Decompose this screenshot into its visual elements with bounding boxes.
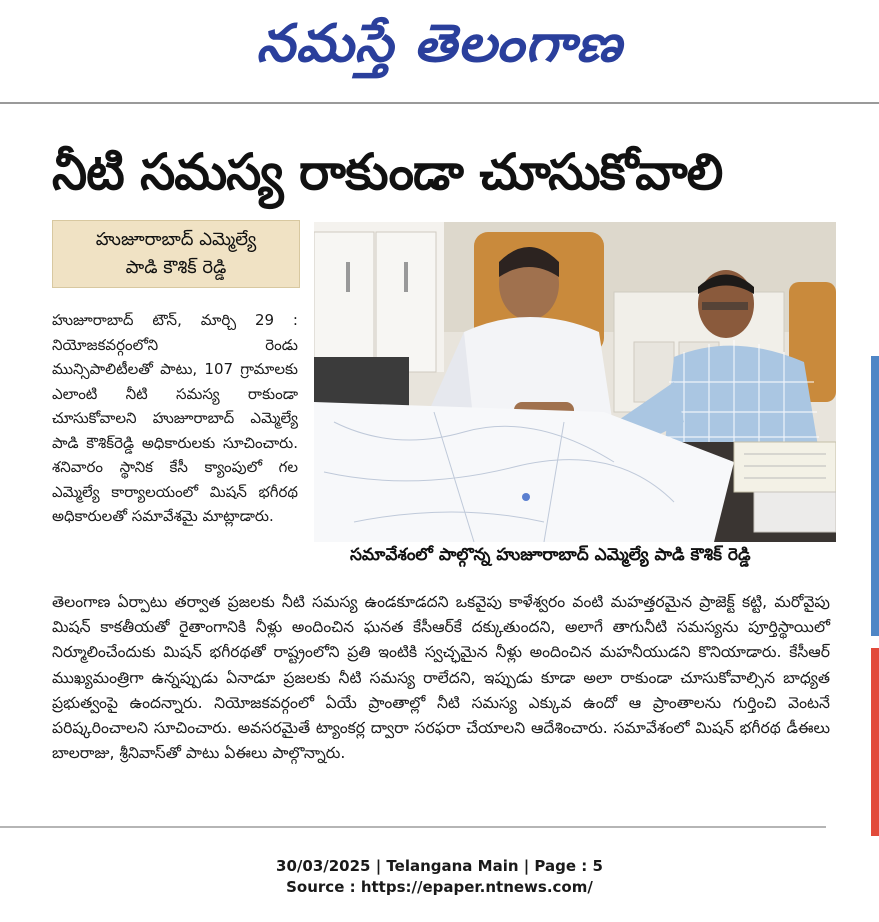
- adjacent-article-strip: [871, 356, 879, 636]
- masthead-rule: [0, 102, 879, 104]
- adjacent-ad-strip: [871, 648, 879, 836]
- article-headline: నీటి సమస్య రాకుండా చూసుకోవాలి: [52, 143, 723, 201]
- article-photo: [314, 222, 836, 542]
- photo-caption: సమావేశంలో పాల్గొన్న హుజూరాబాద్ ఎమ్మెల్యే పాడి కౌశిక్ రెడ్డి: [350, 545, 751, 565]
- byline-line-1: హుజూరాబాద్ ఎమ్మెల్యే: [95, 229, 257, 250]
- footer-source-link[interactable]: Source : https://epaper.ntnews.com/: [286, 878, 593, 896]
- byline-line-2: పాడి కౌశిక్ రెడ్డి: [125, 257, 227, 278]
- footer-edition-info: 30/03/2025 | Telangana Main | Page : 5: [276, 857, 603, 875]
- article-body: [52, 590, 830, 766]
- photo-illustration: [314, 222, 836, 542]
- column-paragraph: హుజూరాబాద్ టౌన్, మార్చి 29 : నియోజకవర్గంలోని రెండు మున్సిపాలిటీలతో పాటు, 107 గ్రామాలకు ఎలాంటి నీటి సమస్య రాకుండా చూసుకోవాలని హుజూరాబాద్ ఎమ్మెల్యే పాడి కౌశిక్‌రెడ్డి అధికారులకు సూచించారు. శనివారం స్థానిక కేసీ క్యాంపులో గల ఎమ్మెల్యే కార్యాలయంలో మిషన్ భగీరథ అధికారులతో సమావేశమై మాట్లాడారు.: [52, 311, 298, 525]
- page-footer: [0, 856, 879, 898]
- byline-box: [52, 220, 300, 288]
- masthead: [0, 0, 879, 100]
- article-end-rule: [0, 826, 826, 828]
- newspaper-logo: నమస్తే తెలంగాణ: [256, 13, 623, 74]
- body-paragraph: తెలంగాణ ఏర్పాటు తర్వాత ప్రజలకు నీటి సమస్య ఉండకూడదని ఒకవైపు కాళేశ్వరం వంటి మహత్తరమైన ప్రాజెక్ట్ కట్టి, మరోవైపు మిషన్ కాకతీయతో రైతాంగానికి నీళ్లు అందించిన ఘనత కేసీఆర్‌కే దక్కుతుందని, అలాగే తాగునీటి సమస్యను పూర్తిస్థాయిలో నిర్మూలించేందుకు మిషన్ భగీరథతో రాష్ట్రంలోని ప్రతి ఇంటికి స్వచ్ఛమైన నీళ్లు అందించిన మహనీయుడని కొనియాడారు. కేసీఆర్ ముఖ్యమంత్రిగా ఉన్నప్పుడు ఏనాడూ ప్రజలకు నీటి సమస్య రాలేదని, ఇప్పుడు కూడా అలా రాకుండా చూసుకోవాల్సిన బాధ్యత ప్రభుత్వంపై ఉందన్నారు. నియోజకవర్గంలో ఏయే ప్రాంతాల్లో నీటి సమస్య ఎక్కువ ఉందో ఆ ప్రాంతాలను గుర్తించి వెంటనే పరిష్కరించాలని సూచించారు. అవసరమైతే ట్యాంకర్ల ద్వారా సరఫరా చేయాలని ఆదేశించారు. సమావేశంలో మిషన్ భగీరథ డీఈలు బాలరాజు, శ్రీనివాస్‌తో పాటు ఏఈ‌లు పాల్గొన్నారు.: [52, 593, 830, 763]
- article-column: [52, 308, 298, 529]
